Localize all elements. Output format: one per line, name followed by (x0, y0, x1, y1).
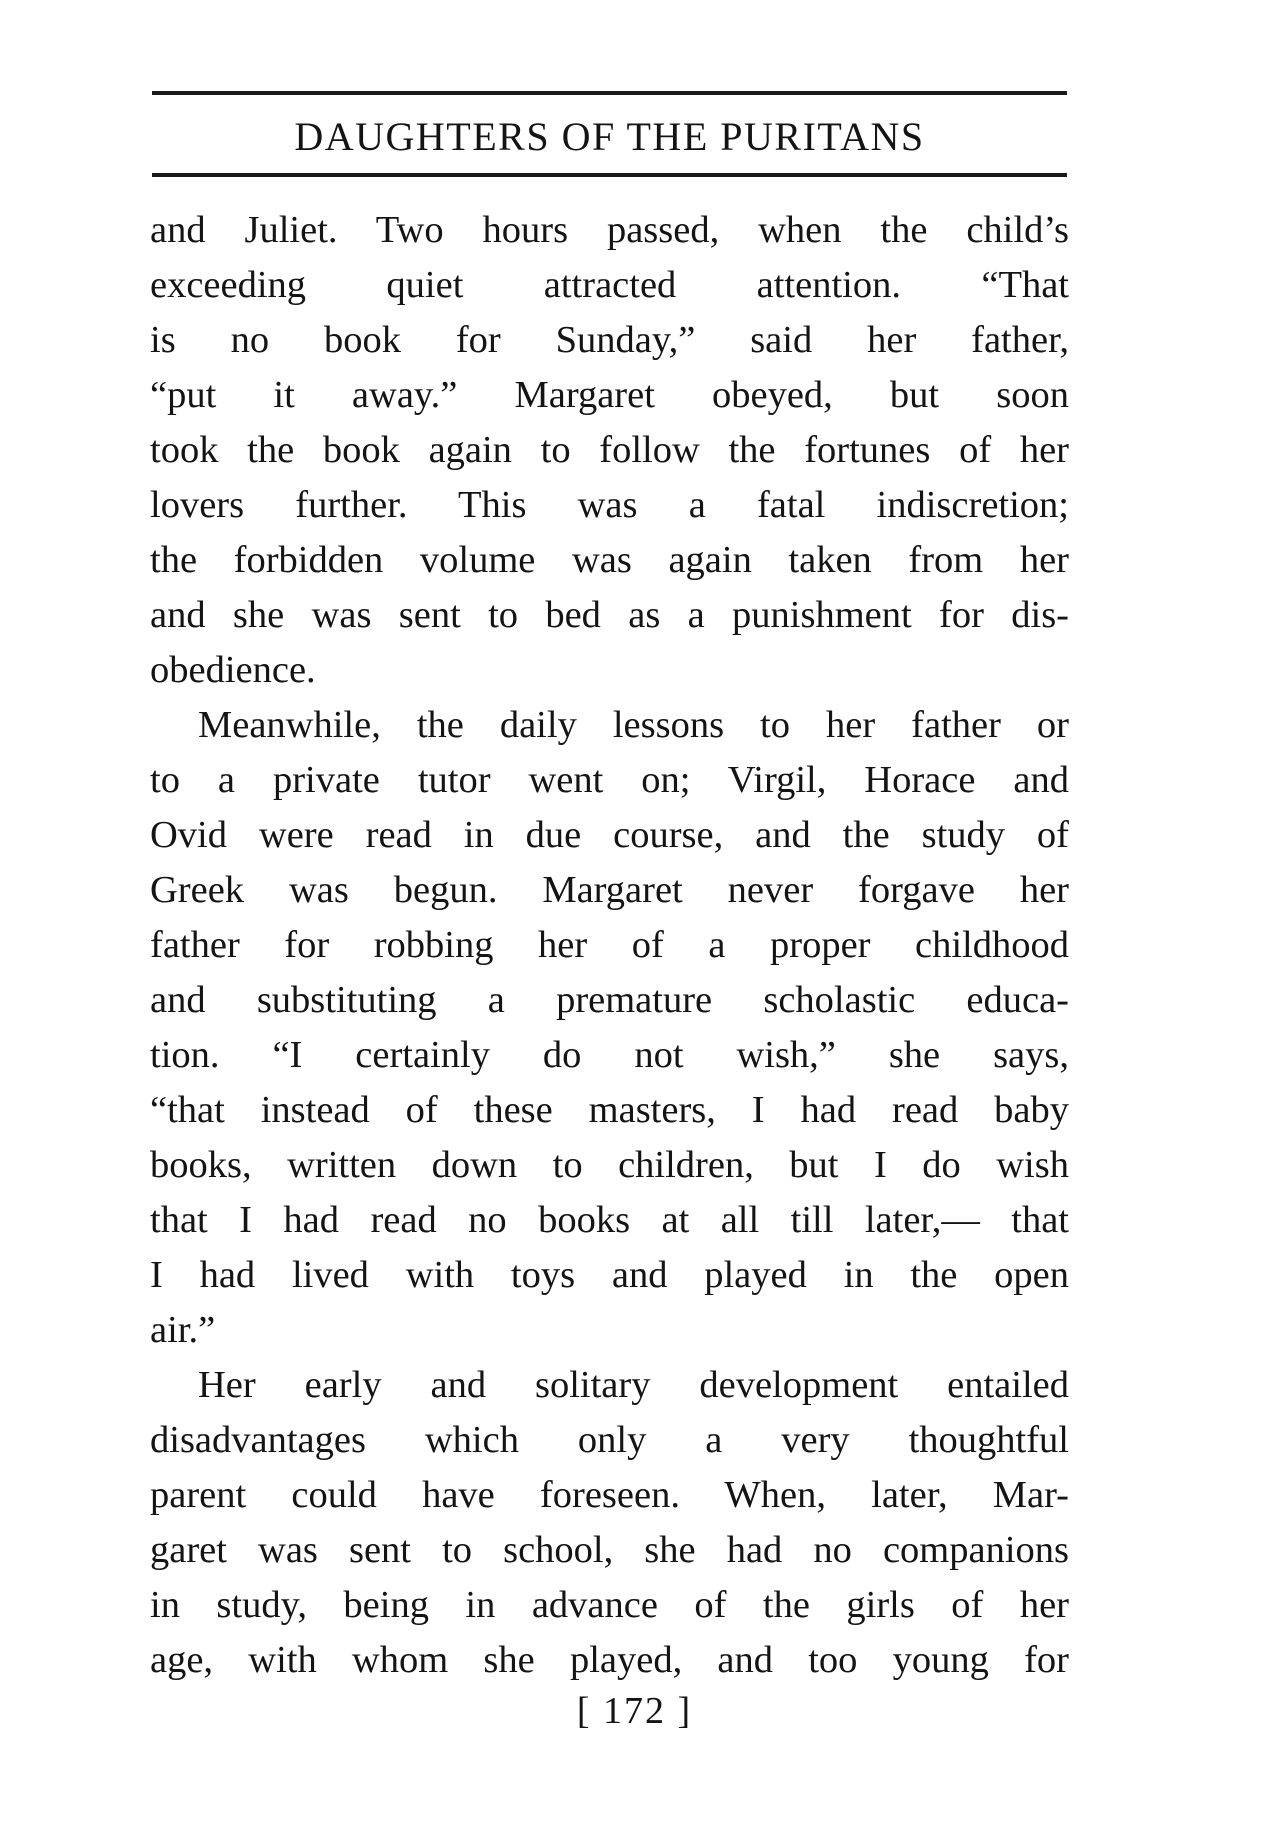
text-line: Meanwhile, the daily lessons to her father or (198, 704, 1069, 746)
text-line: “put it away.” Margaret obeyed, but soon (150, 374, 1069, 416)
page-number: [ 172 ] (576, 1690, 693, 1732)
text-line: parent could have foreseen. When, later, Mar- (150, 1474, 1069, 1516)
text-line: the forbidden volume was again taken from her (150, 539, 1069, 581)
text-line: in study, being in advance of the girls of her (150, 1584, 1069, 1626)
text-line: Greek was begun. Margaret never forgave her (150, 869, 1069, 911)
text-line: and she was sent to bed as a punishment for dis- (150, 594, 1069, 636)
text-line: and Juliet. Two hours passed, when the child’s (150, 209, 1069, 251)
text-line: garet was sent to school, she had no companions (150, 1529, 1069, 1571)
text-line: books, written down to children, but I do wish (150, 1144, 1069, 1186)
text-line: disadvantages which only a very thoughtful (150, 1419, 1069, 1461)
text-line: father for robbing her of a proper childhood (150, 924, 1069, 966)
text-line: lovers further. This was a fatal indiscretion; (150, 484, 1069, 526)
text-line: “that instead of these masters, I had read baby (150, 1089, 1069, 1131)
text-line: is no book for Sunday,” said her father, (150, 319, 1069, 361)
text-line: took the book again to follow the fortunes of her (150, 429, 1069, 471)
text-line: to a private tutor went on; Virgil, Horace and (150, 759, 1069, 801)
header-rule-bottom (152, 173, 1067, 177)
text-line: tion. “I certainly do not wish,” she says, (150, 1034, 1069, 1076)
text-line: that I had read no books at all till later,— that (150, 1199, 1069, 1241)
text-line: age, with whom she played, and too young for (150, 1639, 1069, 1681)
body-text (150, 203, 1069, 1688)
text-line: and substituting a premature scholastic educa- (150, 979, 1069, 1021)
header-rule-top (152, 91, 1067, 95)
text-line: air.” (150, 1309, 216, 1351)
running-head: DAUGHTERS OF THE PURITANS (294, 114, 925, 159)
text-line: obedience. (150, 649, 316, 691)
text-line: Ovid were read in due course, and the study of (150, 814, 1069, 856)
text-line: exceeding quiet attracted attention. “That (150, 264, 1069, 306)
text-line: I had lived with toys and played in the open (150, 1254, 1069, 1296)
text-line: Her early and solitary development entailed (198, 1364, 1069, 1406)
